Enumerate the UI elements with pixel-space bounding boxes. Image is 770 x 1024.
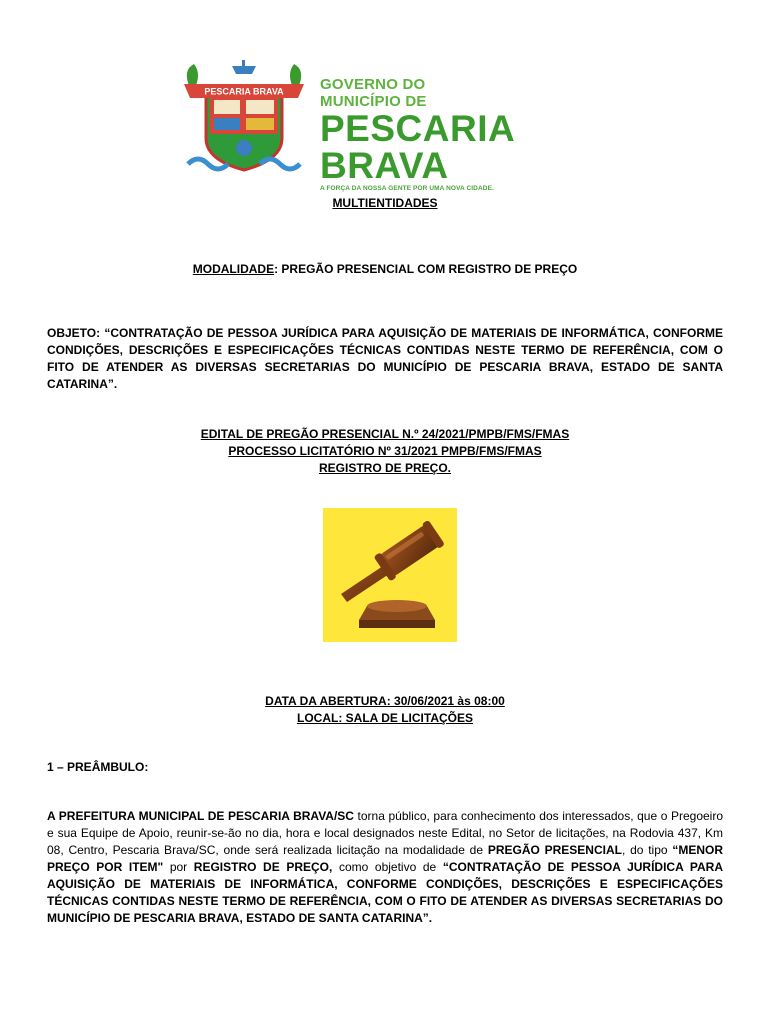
preambulo-part9: “CONTRATAÇÃO DE PESSOA JURÍDICA PARA AQUISIÇÃO DE MATERIAIS DE INFORMÁTICA, CONFORME CONDIÇÕES, DESCRIÇÕES E ESPECIFICAÇÕES TÉCNICAS CONTIDAS NESTE TERMO DE REFERÊNCIA, COM O FITO DE ATENDER AS DIVERSAS SECRETARIAS DO MUNICÍPIO DE PESCARIA BRAVA, ESTADO DE SANTA CATARINA”. [47,860,724,925]
municipal-crest-icon [180,60,308,182]
preambulo-part7: REGISTRO DE PREÇO, [193,860,333,874]
modalidade-line [47,261,723,278]
brand-tagline: A FORÇA DA NOSSA GENTE POR UMA NOVA CIDADE. [320,185,494,192]
preambulo-part4: , do tipo [621,843,673,857]
preambulo-part2: torna público, para conhecimento dos interessados, que o Pregoeiro e sua Equipe de Apoio, reunir-se-ão no dia, hora e local designados neste Edital, no Setor de licitações, na Rodovia 437, Km 08, Centro, Pescaria Brava/SC, onde será realizada licitação na modalidade de [47,809,724,857]
brand-line3: BRAVA [320,145,449,186]
preambulo-part8: como objetivo de [332,860,443,874]
preambulo-part6: por [163,860,194,874]
modalidade-value: : PREGÃO PRESENCIAL COM REGISTRO DE PREÇO [274,262,578,276]
header [180,60,516,192]
preambulo-part5: “MENOR PREÇO POR ITEM" [47,843,724,874]
brand-line1: GOVERNO DO MUNICÍPIO DE [320,76,427,110]
gavel-image [323,508,457,642]
multientidades-heading: MULTIENTIDADES [332,196,438,210]
registro-preco: REGISTRO DE PREÇO. [318,461,452,475]
processo-number: PROCESSO LICITATÓRIO Nº 31/2021 PMPB/FMS/FMAS [228,444,542,458]
brand-logotype [320,76,516,194]
brand-line2: PESCARIA [320,108,516,149]
preambulo-part3: PREGÃO PRESENCIAL [487,843,622,857]
local-abertura: LOCAL: SALA DE LICITAÇÕES [297,711,473,725]
data-abertura: DATA DA ABERTURA: 30/06/2021 às 08:00 [265,694,505,708]
edital-number: EDITAL DE PREGÃO PRESENCIAL N.º 24/2021/PMPB/FMS/FMAS [200,427,570,441]
crest-banner-text: PESCARIA BRAVA [204,86,284,97]
modalidade-label: MODALIDADE [192,262,275,276]
gavel-icon [323,508,457,642]
preambulo-paragraph [47,808,723,927]
preambulo-part1: A PREFEITURA MUNICIPAL DE PESCARIA BRAVA/SC [47,809,354,823]
objeto-paragraph: OBJETO: “CONTRATAÇÃO DE PESSOA JURÍDICA PARA AQUISIÇÃO DE MATERIAIS DE INFORMÁTICA, CONFORME CONDIÇÕES, DESCRIÇÕES E ESPECIFICAÇÕES TÉCNICAS CONTIDAS NESTE TERMO DE REFERÊNCIA, COM O FITO DE ATENDER AS DIVERSAS SECRETARIAS DO MUNICÍPIO DE PESCARIA BRAVA, ESTADO DE SANTA CATARINA”. [47,326,723,391]
preambulo-title: 1 – PREÂMBULO: [47,760,149,774]
